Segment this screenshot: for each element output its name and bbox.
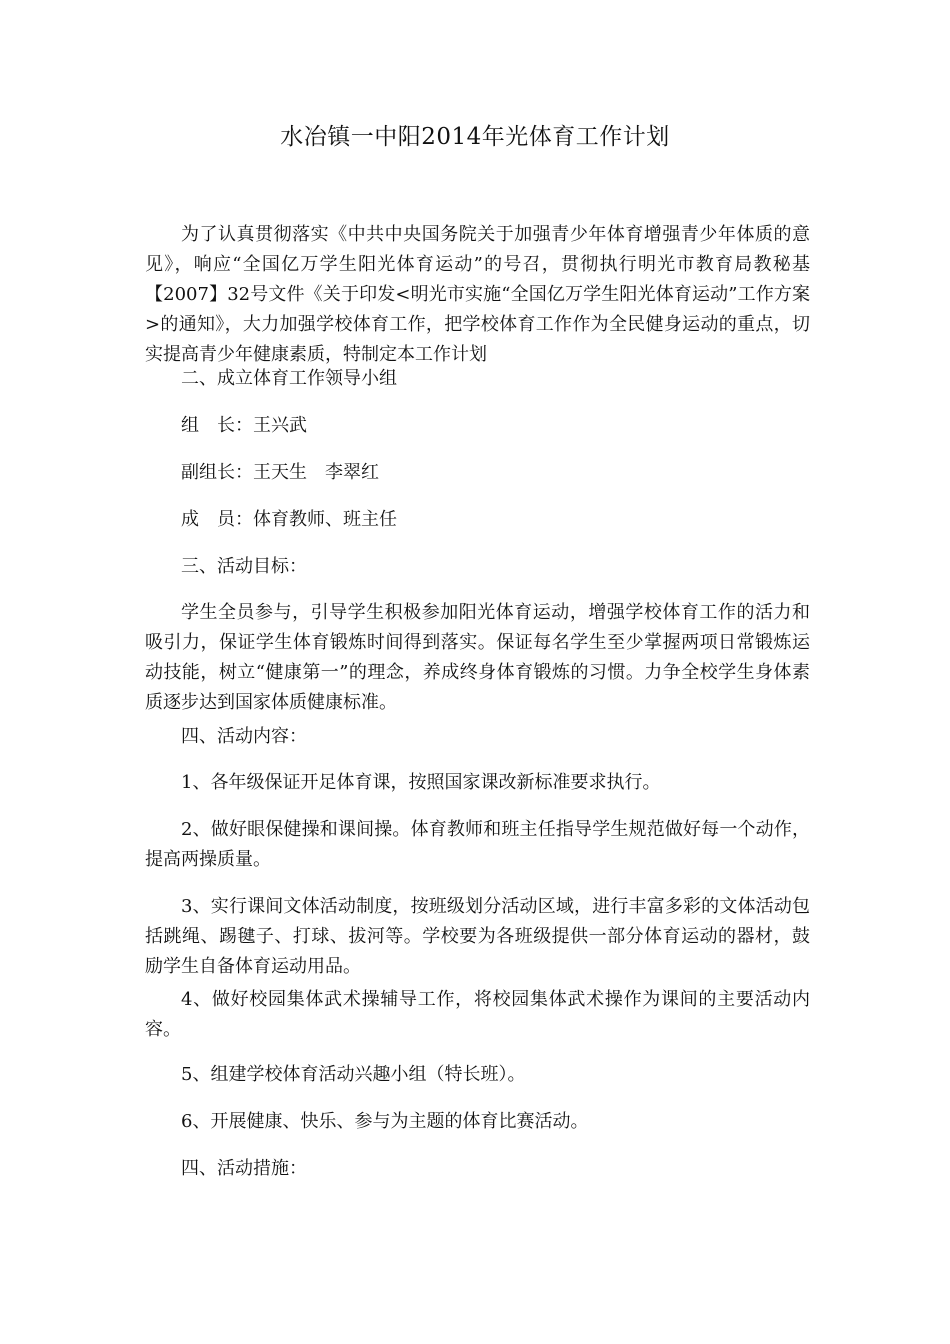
leader-line: 组 长：王兴武 — [181, 415, 307, 436]
list-item: 5、组建学校体育活动兴趣小组（特长班）。 — [181, 1064, 526, 1085]
document-title: 水冶镇一中阳2014年光体育工作计划 — [280, 124, 670, 150]
list-item: 1、各年级保证开足体育课，按照国家课改新标准要求执行。 — [181, 772, 661, 793]
goals-paragraph: 学生全员参与，引导学生积极参加阳光体育运动，增强学校体育工作的活力和吸引力，保证学生体育锻炼时间得到落实。保证每名学生至少掌握两项日常锻炼运动技能，树立“健康第一”的理念，养成终身体育锻炼的习惯。力争全校学生身体素质逐步达到国家体质健康标准。 — [145, 602, 810, 713]
section-heading-leadership: 二、成立体育工作领导小组 — [181, 368, 397, 389]
intro-paragraph: 为了认真贯彻落实《中共中央国务院关于加强青少年体育增强青少年体质的意见》，响应“全国亿万学生阳光体育运动”的号召，贯彻执行明光市教育局教秘基【2007】32号文件《关于印发<明光市实施“全国亿万学生阳光体育运动”工作方案>的通知》，大力加强学校体育工作，把学校体育工作作为全民健身运动的重点，切实提高青少年健康素质，特制定本工作计划 — [145, 224, 810, 365]
section-heading-measures: 四、活动措施： — [181, 1158, 307, 1179]
list-item: 3、实行课间文体活动制度，按班级划分活动区域，进行丰富多彩的文体活动包括跳绳、踢毽子、打球、拔河等。学校要为各班级提供一部分体育运动的器材，鼓励学生自备体育运动用品。 — [145, 896, 810, 977]
vice-leader-line: 副组长：王天生 李翠红 — [181, 462, 379, 483]
list-item: 4、做好校园集体武术操辅导工作，将校园集体武术操作为课间的主要活动内容。 — [145, 989, 810, 1040]
section-heading-content: 四、活动内容： — [181, 726, 307, 747]
list-item: 6、开展健康、快乐、参与为主题的体育比赛活动。 — [181, 1111, 589, 1132]
section-heading-goals: 三、活动目标： — [181, 556, 307, 577]
list-item: 2、做好眼保健操和课间操。体育教师和班主任指导学生规范做好每一个动作，提高两操质量。 — [145, 819, 810, 870]
members-line: 成 员：体育教师、班主任 — [181, 509, 397, 530]
